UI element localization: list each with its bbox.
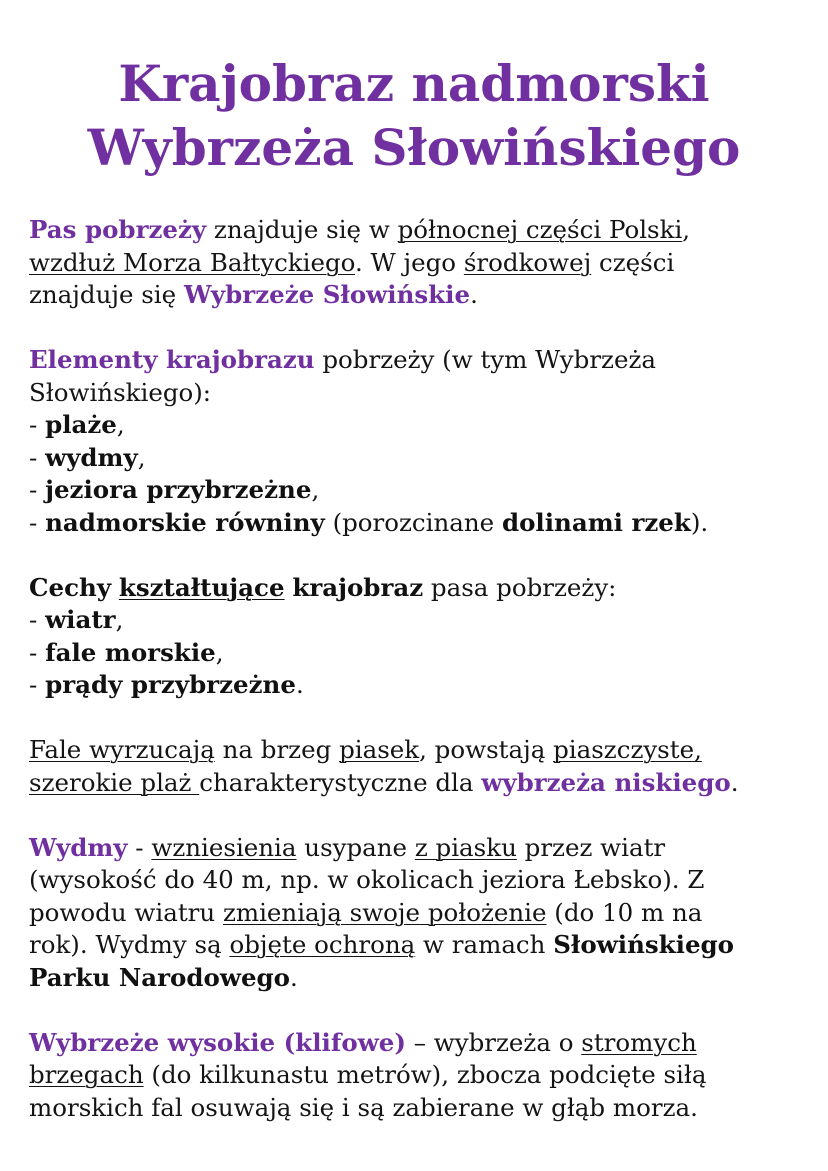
term-wybrzeze-wysokie: Wybrzeże wysokie (klifowe) (29, 1027, 406, 1057)
text: rok). Wydmy są (29, 930, 230, 959)
text: pobrzeży (w tym Wybrzeża (314, 345, 656, 374)
paragraph-cechy (29, 572, 819, 702)
text-line (29, 247, 819, 280)
text: , (682, 215, 691, 244)
term-elementy-krajobrazu: Elementy krajobrazu (29, 345, 315, 374)
bold-text: Cechy (29, 572, 112, 602)
text-line (29, 572, 819, 605)
bold-text: dolinami rzek (501, 507, 691, 537)
text: usypane (296, 832, 415, 862)
text: ). (690, 507, 709, 537)
term-wybrzeza-niskiego: wybrzeża niskiego (481, 767, 731, 797)
page-title (0, 52, 828, 180)
paragraph-pas-pobrzezy (29, 214, 819, 312)
bold-text: Parku Narodowego (29, 962, 291, 992)
text: . W jego (354, 247, 464, 277)
bold-text: Słowińskiego (553, 930, 735, 959)
text-line (29, 377, 819, 410)
text: charakterystyczne dla (199, 767, 482, 797)
text: (wysokość do 40 m, np. w okolicach jeziora Łebsko). Z (29, 865, 705, 894)
underlined-text: północnej części Polski (397, 215, 683, 244)
list-item: - plaże, (29, 410, 125, 439)
text: przez wiatr (516, 832, 666, 862)
list-item: - nadmorskie równiny (porozcinane dolinami rzek). (29, 507, 709, 537)
text: w ramach (415, 930, 554, 959)
text-line (29, 897, 819, 930)
underlined-text: wzniesienia (151, 832, 297, 862)
text-line (29, 1027, 819, 1060)
underlined-text: objęte ochroną (229, 930, 416, 959)
text: , powstają (419, 735, 554, 764)
text-line (29, 962, 819, 995)
list-item: - wiatr, (29, 605, 124, 634)
text-line (29, 929, 819, 962)
paragraph-elementy (29, 344, 819, 539)
underlined-text: stromych (581, 1027, 697, 1057)
text: pasa pobrzeży: (423, 572, 617, 602)
bold-text: prądy przybrzeżne (45, 670, 296, 699)
text-line (29, 344, 819, 377)
underlined-text: brzegach (29, 1060, 144, 1089)
text-line (29, 1059, 819, 1092)
title-line-2: Wybrzeża Słowińskiego (87, 118, 741, 177)
text-line (29, 767, 819, 800)
underlined-text: z piasku (414, 832, 517, 862)
bold-text: jeziora przybrzeżne (45, 475, 312, 504)
text: – wybrzeża o (405, 1027, 582, 1057)
bold-text: wydmy (45, 442, 138, 472)
underlined-text: Fale wyrzucają (29, 735, 215, 764)
bold-text: krajobraz (292, 572, 424, 602)
text-line (29, 214, 819, 247)
text-line (29, 1092, 819, 1125)
paragraph-wybrzeze-wysokie (29, 1027, 819, 1125)
text: . (730, 767, 739, 797)
term-wydmy: Wydmy (29, 832, 128, 862)
underlined-text: piasek (339, 735, 420, 764)
underlined-text: wzdłuż Morza Bałtyckiego (29, 247, 355, 277)
text: morskich fal osuwają się i są zabierane w głąb morza. (29, 1092, 698, 1122)
text: . (470, 280, 478, 309)
text-line (29, 864, 819, 897)
list-item: - wydmy, (29, 442, 146, 472)
text: (do 10 m na (546, 897, 703, 927)
underlined-text: szerokie plaż (29, 767, 200, 797)
list-item: - jeziora przybrzeżne, (29, 475, 320, 504)
underlined-text: piaszczyste, (553, 735, 702, 764)
text: Słowińskiego): (29, 377, 212, 407)
text-line (29, 734, 819, 767)
bold-text: wiatr (45, 605, 116, 634)
bold-text: fale morskie (45, 637, 216, 667)
document-body (29, 214, 819, 1124)
text: (do kilkunastu metrów), zbocza podcięte siłą (143, 1060, 707, 1089)
title-line-1: Krajobraz nadmorski (118, 54, 710, 113)
term-pas-pobrzezy: Pas pobrzeży (29, 215, 207, 244)
text: (porozcinane (324, 507, 502, 537)
text: powodu wiatru (29, 897, 223, 927)
text: części (591, 247, 675, 277)
bold-text: nadmorskie równiny (45, 507, 325, 537)
underlined-text: środkowej (463, 247, 592, 277)
underlined-text: zmieniają swoje położenie (222, 897, 547, 927)
bold-text: plaże (45, 410, 117, 439)
underlined-bold-text: kształtujące (118, 572, 285, 602)
text: na brzeg (214, 735, 340, 764)
list-item: - fale morskie, (29, 637, 224, 667)
list-item: - prądy przybrzeżne. (29, 670, 304, 699)
text-line (29, 279, 819, 312)
paragraph-fale (29, 734, 819, 799)
text: - (127, 832, 152, 862)
paragraph-wydmy (29, 832, 819, 995)
text: znajduje się (29, 280, 184, 309)
term-wybrzeze-slowinskie: Wybrzeże Słowińskie (183, 280, 471, 309)
text: . (290, 962, 298, 992)
text: znajduje się w (206, 215, 398, 244)
text-line (29, 832, 819, 865)
